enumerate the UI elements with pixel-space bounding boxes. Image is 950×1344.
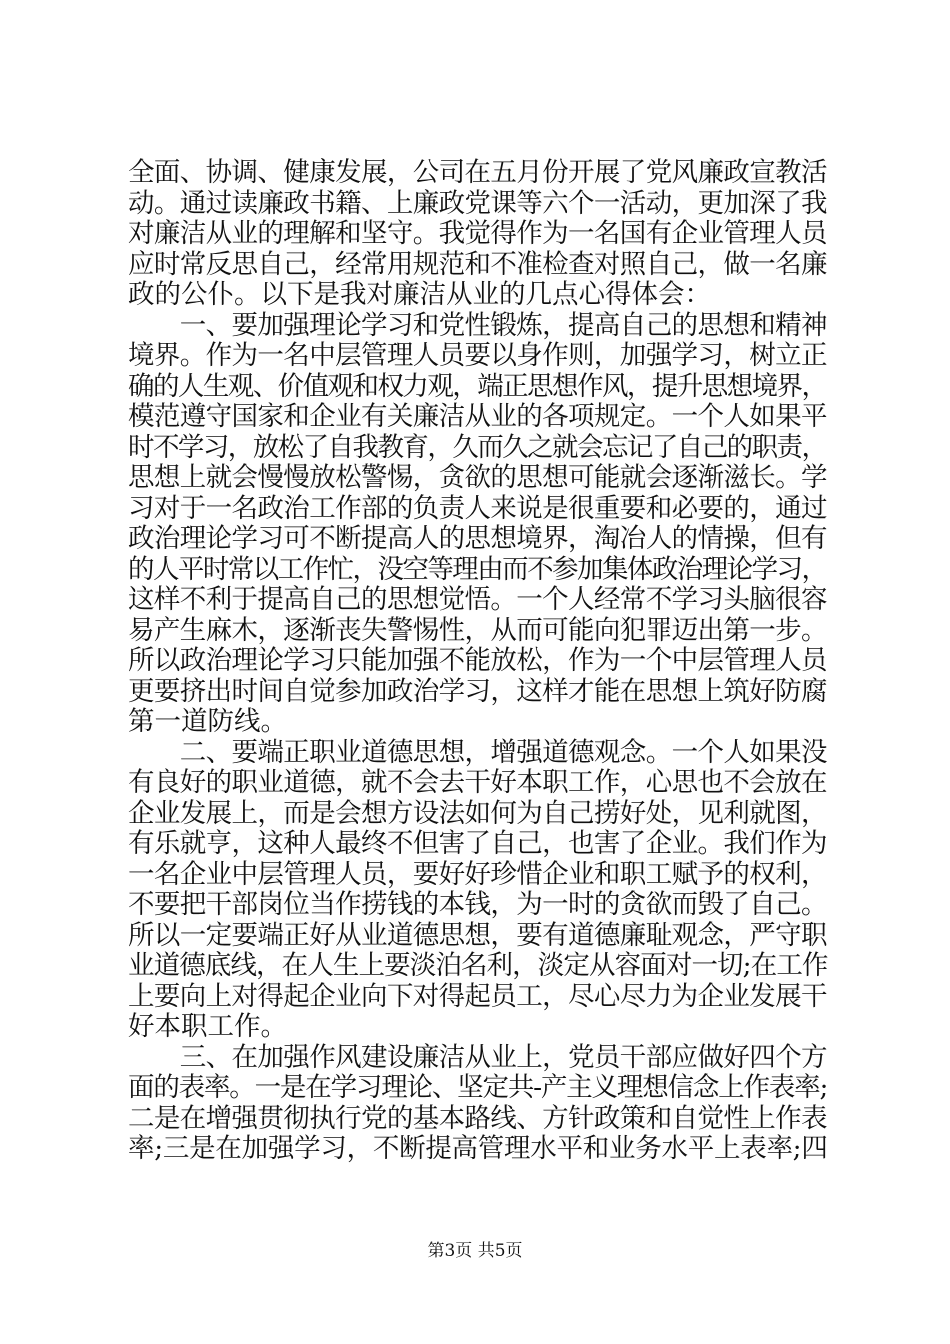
body-line: 业道德底线，在人生上要淡泊名利，淡定从容面对一切;在工作 [128, 950, 828, 981]
body-line: 易产生麻木，逐渐丧失警惕性，从而可能向犯罪迈出第一步。 [128, 614, 827, 646]
body-line: 习对于一名政治工作部的负责人来说是很重要和必要的，通过 [128, 492, 827, 524]
body-line: 一、要加强理论学习和党性锻炼，提高自己的思想和精神 [128, 309, 827, 341]
body-line: 不要把干部岗位当作捞钱的本钱，为一时的贪欲而毁了自己。 [128, 889, 827, 920]
body-line: 确的人生观、价值观和权力观，端正思想作风，提升思想境界， [128, 370, 827, 402]
body-line: 三、在加强作风建设廉洁从业上，党员干部应做好四个方 [128, 1041, 827, 1073]
body-line: 率;三是在加强学习，不断提高管理水平和业务水平上表率;四 [128, 1133, 828, 1164]
body-line: 二、要端正职业道德思想，增强道德观念。一个人如果没 [128, 736, 827, 768]
document-body [128, 158, 828, 1165]
body-line: 时不学习，放松了自我教育，久而久之就会忘记了自己的职责， [128, 431, 827, 463]
body-line: 上要向上对得起企业向下对得起员工，尽心尽力为企业发展干 [128, 980, 827, 1012]
body-line: 有乐就亨，这种人最终不但害了自己，也害了企业。我们作为 [128, 828, 827, 859]
body-line: 二是在增强贯彻执行党的基本路线、方针政策和自觉性上作表 [128, 1102, 827, 1134]
body-line: 更要挤出时间自觉参加政治学习，这样才能在思想上筑好防腐 [128, 675, 827, 707]
body-line: 所以政治理论学习只能加强不能放松，作为一个中层管理人员 [128, 645, 827, 676]
body-line: 这样不利于提高自己的思想觉悟。一个人经常不学习头脑很容 [128, 584, 827, 615]
body-line: 所以一定要端正好从业道德思想，要有道德廉耻观念，严守职 [128, 919, 827, 951]
body-line: 政的公仆。以下是我对廉洁从业的几点心得体会： [128, 279, 711, 310]
body-line: 好本职工作。 [128, 1011, 287, 1042]
body-line: 政治理论学习可不断提高人的思想境界，淘冶人的情操，但有 [128, 523, 827, 554]
body-line: 对廉洁从业的理解和坚守。我觉得作为一名国有企业管理人员 [128, 218, 827, 249]
body-line: 企业发展上，而是会想方设法如何为自己捞好处，见利就图， [128, 797, 827, 829]
body-line: 面的表率。一是在学习理论、坚定共-产主义理想信念上作表率; [128, 1072, 828, 1103]
body-line: 的人平时常以工作忙，没空等理由而不参加集体政治理论学习， [128, 553, 827, 585]
body-line: 有良好的职业道德，就不会去干好本职工作，心思也不会放在 [128, 767, 827, 798]
body-line: 思想上就会慢慢放松警惕，贪欲的思想可能就会逐渐滋长。学 [128, 462, 827, 493]
body-line: 第一道防线。 [128, 706, 287, 737]
body-line: 应时常反思自己，经常用规范和不准检查对照自己，做一名廉 [128, 248, 827, 280]
body-line: 一名企业中层管理人员，要好好珍惜企业和职工赋予的权利， [128, 858, 827, 890]
page-footer: 第3页 共5页 [427, 1241, 523, 1261]
body-line: 动。通过读廉政书籍、上廉政党课等六个一活动，更加深了我 [128, 187, 827, 219]
body-line: 模范遵守国家和企业有关廉洁从业的各项规定。一个人如果平 [128, 401, 827, 432]
body-line: 境界。作为一名中层管理人员要以身作则，加强学习，树立正 [128, 340, 827, 371]
body-line: 全面、协调、健康发展，公司在五月份开展了党风廉政宣教活 [128, 157, 827, 188]
